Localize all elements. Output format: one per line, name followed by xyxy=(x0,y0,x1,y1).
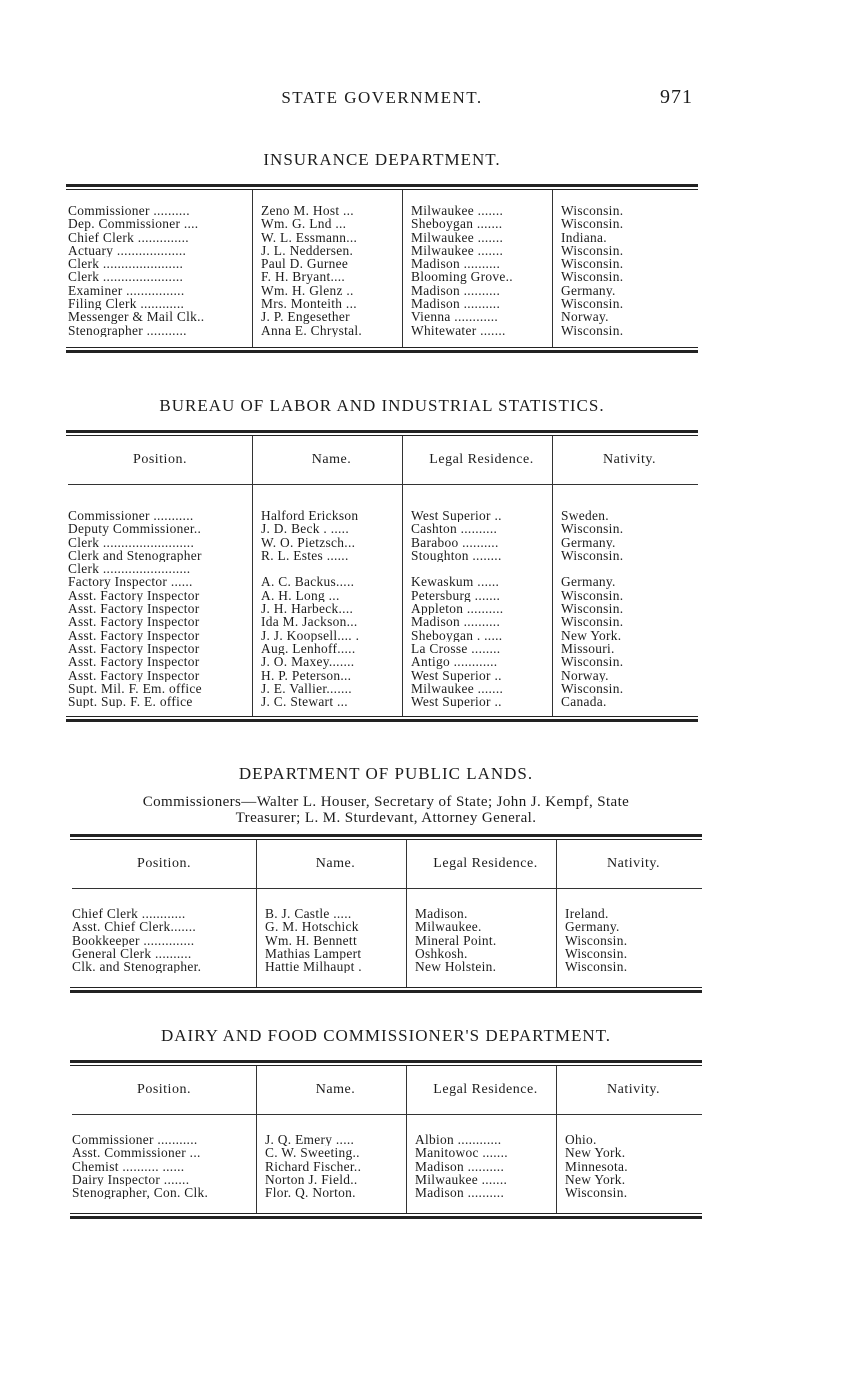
residence-cell: Milwaukee ....... xyxy=(415,1172,508,1187)
position-cell: Clerk and Stenographer xyxy=(68,548,202,563)
name-cell: Mathias Lampert xyxy=(265,946,362,961)
position-cell: Bookkeeper .............. xyxy=(72,933,195,947)
position-cell: Supt. Sup. F. E. office xyxy=(68,695,193,709)
position-cell: Factory Inspector ...... xyxy=(68,575,193,589)
position-cell: Stenographer ........... xyxy=(68,323,187,337)
residence-cell: Madison .......... xyxy=(415,1186,505,1200)
nativity-column xyxy=(556,1066,702,1213)
insurance-table xyxy=(66,190,698,347)
name-cell: J. O. Maxey....... xyxy=(261,655,355,669)
nativity-cell: Wisconsin. xyxy=(565,1186,628,1200)
position-cell: Clk. and Stenographer. xyxy=(72,960,202,974)
nativity-cell: Wisconsin. xyxy=(561,615,624,629)
nativity-header: Nativity. xyxy=(603,452,656,467)
position-cell: Supt. Mil. F. Em. office xyxy=(68,681,202,696)
residence-cell: Milwaukee ....... xyxy=(411,681,504,696)
name-cell: J. P. Engesether xyxy=(261,310,350,324)
empty-cell xyxy=(261,562,402,575)
lands-title: DEPARTMENT OF PUBLIC LANDS. xyxy=(238,764,534,783)
residence-cell: Antigo ............ xyxy=(411,655,498,669)
position-cell: Chemist .......... ...... xyxy=(72,1159,185,1173)
table-bottom-rule xyxy=(70,1213,702,1219)
name-cell: R. L. Estes ...... xyxy=(261,548,349,563)
residence-header: Legal Residence. xyxy=(433,1082,538,1097)
name-cell: Wm. G. Lnd ... xyxy=(261,217,347,231)
name-cell: Norton J. Field.. xyxy=(265,1172,358,1187)
nativity-column xyxy=(552,190,698,347)
residence-cell: Madison .......... xyxy=(411,615,501,629)
table-bottom-rule xyxy=(66,347,698,353)
insurance-section xyxy=(66,150,698,353)
position-cell: Clerk ...................... xyxy=(68,257,184,271)
commissioners-note xyxy=(70,794,702,826)
position-cell: Asst. Factory Inspector xyxy=(68,588,200,603)
position-column xyxy=(70,1066,256,1213)
name-cell: F. H. Bryant.... xyxy=(261,270,346,284)
name-cell: G. M. Hotschick xyxy=(265,920,359,934)
nativity-cell: Wisconsin. xyxy=(565,960,628,974)
name-column xyxy=(256,1066,406,1213)
residence-cell: Oshkosh. xyxy=(415,946,468,961)
running-head xyxy=(0,88,859,114)
name-cell: A. C. Backus..... xyxy=(261,575,355,589)
nativity-cell: Indiana. xyxy=(561,230,607,244)
position-header: Position. xyxy=(137,856,191,871)
commissioners-note-line2: Treasurer; L. M. Sturdevant, Attorney General. xyxy=(235,810,537,826)
residence-cell: Sheboygan ....... xyxy=(411,217,503,231)
residence-cell: Stoughton ........ xyxy=(411,548,502,563)
name-cell: Aug. Lenhoff..... xyxy=(261,641,356,656)
name-cell: J. J. Koopsell.... . xyxy=(261,628,360,642)
residence-cell: West Superior .. xyxy=(411,509,502,523)
name-header: Name. xyxy=(311,452,352,467)
labor-section xyxy=(66,396,698,722)
nativity-cell: Wisconsin. xyxy=(561,243,624,258)
nativity-cell: Wisconsin. xyxy=(561,588,624,603)
position-cell: Commissioner .......... xyxy=(68,204,190,218)
position-header: Position. xyxy=(137,1082,191,1097)
position-cell: Asst. Chief Clerk....... xyxy=(72,920,196,934)
position-cell: Clerk ......................... xyxy=(68,535,195,549)
position-cell: Asst. Factory Inspector xyxy=(68,655,200,669)
position-cell: Asst. Factory Inspector xyxy=(68,615,200,629)
labor-table xyxy=(66,436,698,716)
position-cell: Actuary ................... xyxy=(68,243,187,258)
name-cell: J. C. Stewart ... xyxy=(261,695,348,709)
nativity-cell: Wisconsin. xyxy=(561,297,624,311)
position-cell: Clerk ........................ xyxy=(68,562,191,576)
name-cell: J. L. Neddersen. xyxy=(261,243,354,258)
name-cell: Zeno M. Host ... xyxy=(261,204,354,218)
position-cell: Asst. Commissioner ... xyxy=(72,1146,201,1160)
nativity-cell: Wisconsin. xyxy=(561,681,624,696)
residence-cell: Baraboo .......... xyxy=(411,535,499,549)
position-cell: Stenographer, Con. Clk. xyxy=(72,1186,209,1200)
name-column xyxy=(252,190,402,347)
name-cell: Richard Fischer.. xyxy=(265,1159,362,1173)
residence-cell: Madison .......... xyxy=(411,257,501,271)
residence-cell: Appleton .......... xyxy=(411,602,504,616)
nativity-cell: Wisconsin. xyxy=(561,257,624,271)
nativity-cell: Sweden. xyxy=(561,509,609,523)
position-cell: Clerk ...................... xyxy=(68,270,184,284)
nativity-cell: Wisconsin. xyxy=(561,655,624,669)
name-cell: Flor. Q. Norton. xyxy=(265,1186,356,1200)
residence-cell: La Crosse ........ xyxy=(411,641,501,656)
nativity-cell: Germany. xyxy=(565,920,620,934)
residence-cell: Madison. xyxy=(415,907,468,921)
lands-section xyxy=(70,764,702,993)
running-title: STATE GOVERNMENT. xyxy=(281,88,483,107)
name-cell: W. L. Essmann... xyxy=(261,230,358,244)
name-cell: A. H. Long ... xyxy=(261,588,340,603)
position-cell: Asst. Factory Inspector xyxy=(68,641,200,656)
residence-cell: Kewaskum ...... xyxy=(411,575,500,589)
residence-cell: Vienna ............ xyxy=(411,310,499,324)
residence-cell: Blooming Grove.. xyxy=(411,270,513,284)
residence-column xyxy=(406,1066,556,1213)
insurance-title: INSURANCE DEPARTMENT. xyxy=(263,150,501,169)
dairy-section xyxy=(70,1026,702,1219)
position-cell: Filing Clerk ............ xyxy=(68,297,185,311)
position-cell: General Clerk .......... xyxy=(72,946,192,961)
position-cell: Dairy Inspector ....... xyxy=(72,1172,190,1187)
nativity-column xyxy=(556,840,702,987)
name-cell: C. W. Sweeting.. xyxy=(265,1146,360,1160)
name-cell: Anna E. Chrystal. xyxy=(261,323,363,337)
residence-column xyxy=(402,436,552,716)
name-header: Name. xyxy=(315,1082,356,1097)
nativity-header: Nativity. xyxy=(607,1082,660,1097)
residence-cell: New Holstein. xyxy=(415,960,497,974)
position-column xyxy=(66,436,252,716)
position-cell: Messenger & Mail Clk.. xyxy=(68,310,205,324)
residence-header: Legal Residence. xyxy=(429,452,534,467)
residence-cell: West Superior .. xyxy=(411,668,502,682)
name-cell: Wm. H. Glenz .. xyxy=(261,283,354,298)
residence-cell: Cashton .......... xyxy=(411,522,498,536)
residence-cell: Mineral Point. xyxy=(415,933,497,947)
residence-cell: Madison .......... xyxy=(415,1159,505,1173)
name-cell: Paul D. Gurnee xyxy=(261,257,349,271)
nativity-cell: New York. xyxy=(561,628,622,642)
name-cell: J. D. Beck . ..... xyxy=(261,522,349,536)
name-cell: Wm. H. Bennett xyxy=(265,933,357,947)
residence-header: Legal Residence. xyxy=(433,856,538,871)
nativity-cell: Wisconsin. xyxy=(561,270,624,284)
nativity-cell: Norway. xyxy=(561,310,609,324)
position-cell: Examiner ................ xyxy=(68,283,185,298)
name-header: Name. xyxy=(315,856,356,871)
nativity-cell: Ireland. xyxy=(565,907,609,921)
labor-title: BUREAU OF LABOR AND INDUSTRIAL STATISTICS. xyxy=(159,396,605,415)
nativity-cell: Minnesota. xyxy=(565,1159,628,1173)
position-cell: Asst. Factory Inspector xyxy=(68,668,200,682)
residence-cell: Madison .......... xyxy=(411,297,501,311)
residence-cell: Milwaukee ....... xyxy=(411,204,504,218)
position-column xyxy=(66,190,252,347)
residence-cell: Albion ............ xyxy=(415,1133,502,1147)
empty-cell xyxy=(411,562,552,575)
lands-table xyxy=(70,840,702,987)
residence-cell: Milwaukee ....... xyxy=(411,230,504,244)
nativity-cell: Germany. xyxy=(561,535,616,549)
nativity-cell: Wisconsin. xyxy=(561,548,624,563)
nativity-cell: Norway. xyxy=(561,668,609,682)
name-cell: Halford Erickson xyxy=(261,509,359,523)
position-header: Position. xyxy=(133,452,187,467)
residence-cell: West Superior .. xyxy=(411,695,502,709)
position-cell: Asst. Factory Inspector xyxy=(68,602,200,616)
empty-cell xyxy=(561,562,698,575)
nativity-cell: Germany. xyxy=(561,283,616,298)
table-bottom-rule xyxy=(70,987,702,993)
name-cell: Hattie Milhaupt . xyxy=(265,960,362,974)
nativity-column xyxy=(552,436,698,716)
position-cell: Chief Clerk .............. xyxy=(68,230,189,244)
nativity-cell: Wisconsin. xyxy=(561,217,624,231)
nativity-cell: Missouri. xyxy=(561,641,615,656)
nativity-cell: Wisconsin. xyxy=(561,323,624,337)
nativity-cell: New York. xyxy=(565,1172,626,1187)
residence-cell: Petersburg ....... xyxy=(411,588,501,603)
nativity-cell: Canada. xyxy=(561,695,607,709)
page-number: 971 xyxy=(660,86,693,108)
residence-cell: Madison .......... xyxy=(411,283,501,298)
position-cell: Chief Clerk ............ xyxy=(72,907,186,921)
nativity-cell: Ohio. xyxy=(565,1133,597,1147)
commissioners-note-line1: Commissioners—Walter L. Houser, Secretary of State; John J. Kempf, State xyxy=(142,794,630,810)
position-cell: Dep. Commissioner .... xyxy=(68,217,199,231)
residence-cell: Milwaukee. xyxy=(415,920,482,934)
nativity-cell: Wisconsin. xyxy=(561,204,624,218)
name-cell: Mrs. Monteith ... xyxy=(261,297,357,311)
name-cell: B. J. Castle ..... xyxy=(265,907,352,921)
nativity-cell: Wisconsin. xyxy=(565,933,628,947)
nativity-cell: New York. xyxy=(565,1146,626,1160)
dairy-table xyxy=(70,1066,702,1213)
nativity-cell: Wisconsin. xyxy=(565,946,628,961)
residence-cell: Whitewater ....... xyxy=(411,323,506,337)
name-column xyxy=(252,436,402,716)
nativity-header: Nativity. xyxy=(607,856,660,871)
name-cell: J. H. Harbeck.... xyxy=(261,602,354,616)
dairy-title: DAIRY AND FOOD COMMISSIONER'S DEPARTMENT. xyxy=(161,1026,611,1045)
nativity-cell: Germany. xyxy=(561,575,616,589)
name-cell: H. P. Peterson... xyxy=(261,668,352,682)
residence-column xyxy=(402,190,552,347)
name-cell: J. E. Vallier....... xyxy=(261,681,352,696)
position-cell: Deputy Commissioner.. xyxy=(68,522,202,536)
residence-column xyxy=(406,840,556,987)
table-bottom-rule xyxy=(66,716,698,722)
nativity-cell: Wisconsin. xyxy=(561,522,624,536)
position-cell: Asst. Factory Inspector xyxy=(68,628,200,642)
name-cell: J. Q. Emery ..... xyxy=(265,1133,355,1147)
position-cell: Commissioner ........... xyxy=(72,1133,198,1147)
residence-cell: Milwaukee ....... xyxy=(411,243,504,258)
position-cell: Commissioner ........... xyxy=(68,509,194,523)
name-cell: W. O. Pietzsch... xyxy=(261,535,356,549)
nativity-cell: Wisconsin. xyxy=(561,602,624,616)
residence-cell: Sheboygan . ..... xyxy=(411,628,503,642)
residence-cell: Manitowoc ....... xyxy=(415,1146,508,1160)
position-column xyxy=(70,840,256,987)
name-column xyxy=(256,840,406,987)
name-cell: Ida M. Jackson... xyxy=(261,615,358,629)
